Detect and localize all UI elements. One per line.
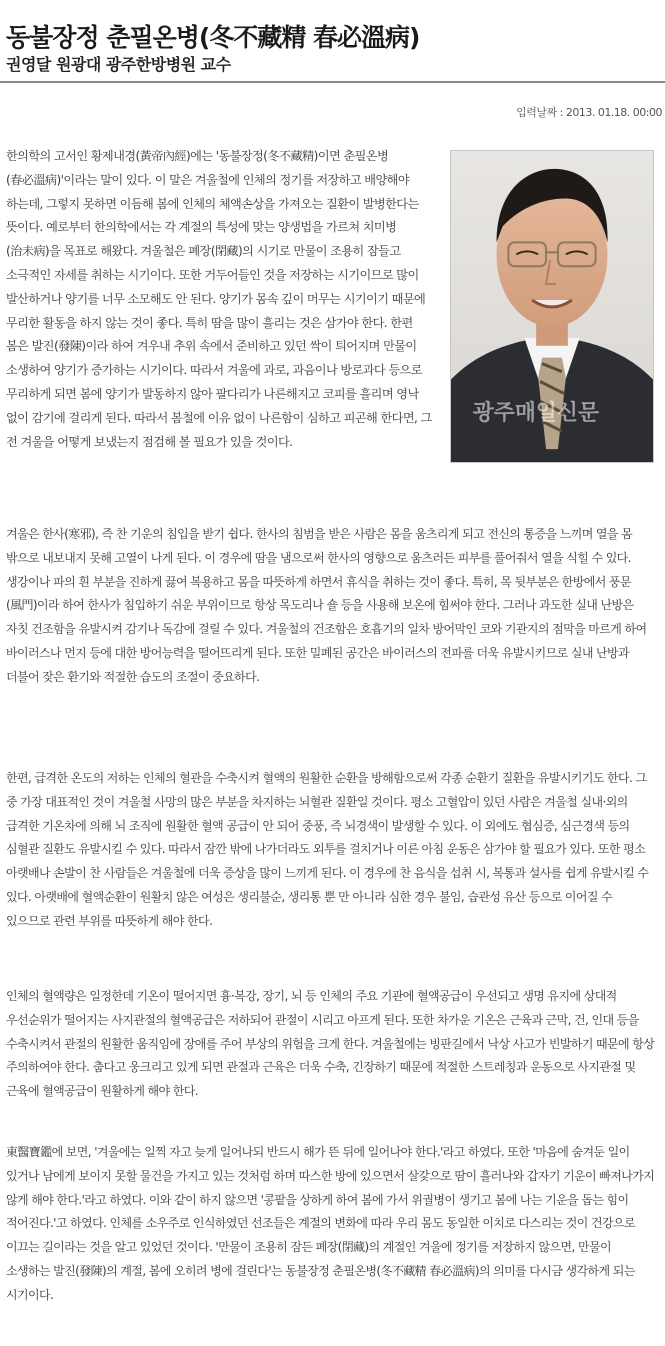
article-paragraph-4 bbox=[6, 985, 656, 1104]
paragraph-text: 한의학의 고서인 황제내경(黃帝內經)에는 '동불장정(冬不藏精)이면 춘필온병(春必溫病)'이라는 말이 있다. 이 말은 겨울철에 인체의 정기를 저장하고 배양해야 하는데, 그렇지 못하면 이듬해 봄에 인체의 체액손상을 가져오는 질환이 발병한다는 뜻이다. 예로부터 한의학에서는 각 계절의 특성에 맞는 양생법을 가르쳐 치미병(治未病)을 목표로 해왔다. 겨울철은 폐장(閉藏)의 시기로 만물이 조용히 잠들고 소극적인 자세를 취하는 시기이다. 또한 거두어들인 것을 저장하는 시기이므로 많이 발산하거나 양기를 너무 소모해도 안 된다. 양기가 몸속 깊이 머무는 시기이기 때문에 무리한 활동을 하지 않는 것이 좋다. 특히 땀을 많이 흘리는 것은 삼가야 한다. 한편 봄은 발진(發陳)이라 하여 겨우내 추위 속에서 준비하고 있던 싹이 틔어지며 만물이 소생하여 양기가 증가하는 시기이다. 따라서 겨울에 과로, 과음이나 방로과다 등으로 무리하게 되면 봄에 양기가 발동하지 않아 팔다리가 나른해지고 코피를 흘리며 영낙 없이 감기에 걸리게 된다. 따라서 봄철에 이유 없이 나른함이 심하고 피곤해 한다면, 그 전 겨울을 어떻게 보냈는지 점검해 볼 필요가 있을 것이다. bbox=[6, 149, 432, 449]
article-paragraph-1 bbox=[6, 145, 438, 454]
article-paragraph-3 bbox=[6, 767, 656, 934]
paragraph-text: 겨울은 한사(寒邪), 즉 찬 기운의 침입을 받기 쉽다. 한사의 침범을 받은 사람은 몸을 움츠리게 되고 전신의 통증을 느끼며 열을 몸 밖으로 내보내지 못해 고열이 나게 된다. 이 경우에 땀을 냄으로써 한사의 영향으로 움츠러든 피부를 풀어줘서 열을 식힐 수 있다. 생강이나 파의 흰 부분을 진하게 끓여 복용하고 몸을 따뜻하게 하면서 휴식을 취하는 것이 좋다. 특히, 목 뒷부분은 한방에서 풍문(風門)이라 하여 한사가 침입하기 쉬운 부위이므로 항상 목도리나 숄 등을 사용해 보온에 힘써야 한다. 그러나 과도한 실내 난방은 자칫 건조함을 유발시켜 감기나 독감에 걸릴 수 있다. 겨울철의 건조함은 호흡기의 일차 방어막인 코와 기관지의 점막을 마르게 하여 바이러스나 먼지 등에 대한 방어능력을 떨어뜨리게 된다. 또한 밀폐된 공간은 바이러스의 전파를 더욱 유발시키므로 실내 난방과 더불어 잦은 환기와 적절한 습도의 조절이 중요하다. bbox=[6, 527, 647, 684]
header-divider bbox=[0, 81, 665, 83]
author-portrait-image bbox=[451, 151, 653, 462]
photo-watermark: 광주매일신문 bbox=[472, 400, 600, 426]
paragraph-text: 인체의 혈액량은 일정한데 기온이 떨어지면 흉·복강, 장기, 뇌 등 인체의 주요 기관에 혈액공급이 우선되고 생명 유지에 상대적 우선순위가 떨어지는 사지관절의 혈액공급은 저하되어 관절이 시리고 아프게 된다. 또한 차가운 기온은 근육과 근막, 건, 인대 등을 수축시켜서 관절의 원활한 움직임에 장애를 주어 부상의 위험을 크게 한다. 겨울철에는 빙판길에서 낙상 사고가 빈발하기 때문에 항상 주의하여야 한다. 춥다고 웅크리고 있게 되면 관절과 근육은 더욱 수축, 긴장하기 때문에 적절한 스트레칭과 운동으로 사지관절 및 근육에 혈액공급이 원활하게 해야 한다. bbox=[6, 989, 655, 1099]
paragraph-text: 한편, 급격한 온도의 저하는 인체의 혈관을 수축시켜 혈액의 원활한 순환을 방해함으로써 각종 순환기 질환을 유발시키기도 한다. 그 중 가장 대표적인 것이 겨울철 사망의 많은 부분을 차지하는 뇌혈관 질환일 것이다. 평소 고혈압이 있던 사람은 겨울철 실내·외의 급격한 기온차에 의해 뇌 조직에 원활한 혈액 공급이 안 되어 중풍, 즉 뇌경색이 발생할 수 있다. 이 외에도 협심증, 심근경색 등의 심혈관 질환도 유발시킬 수 있다. 따라서 잠깐 밖에 나가더라도 외투를 걸치거나 이른 아침 운동은 삼가야 할 필요가 있다. 또한 평소 아랫배나 손발이 찬 사람들은 겨울철에 더욱 증상을 많이 느끼게 된다. 이 경우에 찬 음식을 섭취 시, 복통과 설사를 쉽게 유발시킬 수 있다. 아랫배에 혈액순환이 원활치 않은 여성은 생리불순, 생리통 뿐 만 아니라 심한 경우 불임, 습관성 유산 등으로 이어질 수 있으므로 관련 부위를 따뜻하게 해야 한다. bbox=[6, 771, 649, 928]
paragraph-text: 東醫寶鑑에 보면, '겨울에는 일찍 자고 늦게 일어나되 반드시 해가 뜬 뒤에 일어나야 한다.'라고 하였다. 또한 '마음에 숨겨둔 일이 있거나 남에게 보이지 못할 물건을 가지고 있는 것처럼 하며 따스한 방에 있으면서 살갗으로 땀이 흘러나와 갑자기 기운이 빠져나가지 않게 해야 한다.'라고 하였다. 이와 같이 하지 않으면 '콩팥을 상하게 하여 봄에 가서 위궐병이 생기고 봄에 나는 기운을 돕는 힘이 적어진다.'고 하였다. 인체를 소우주로 인식하였던 선조들은 계절의 변화에 따라 우리 몸도 동일한 이치로 다스리는 것이 건강으로 이끄는 길이라는 것을 알고 있었던 것이다. '만물이 조용히 잠든 폐장(閉藏)의 계절인 겨울에 정기를 저장하지 않으면, 만물이 소생하는 발진(發陳)의 계절, 봄에 오히려 병에 걸린다'는 동불장정 춘필온병(冬不藏精 春必溫病)의 의미를 다시금 생각하게 되는 시기이다. bbox=[6, 1145, 655, 1302]
article-paragraph-2 bbox=[6, 523, 656, 690]
article-byline: 권영달 원광대 광주한방병원 교수 bbox=[6, 55, 231, 74]
article-paragraph-5 bbox=[6, 1141, 656, 1308]
article-headline: 동불장정 춘필온병(冬不藏精 春必溫病) bbox=[6, 23, 420, 52]
published-date: 입력날짜 : 2013. 01.18. 00:00 bbox=[516, 106, 662, 119]
author-photo bbox=[450, 150, 654, 463]
